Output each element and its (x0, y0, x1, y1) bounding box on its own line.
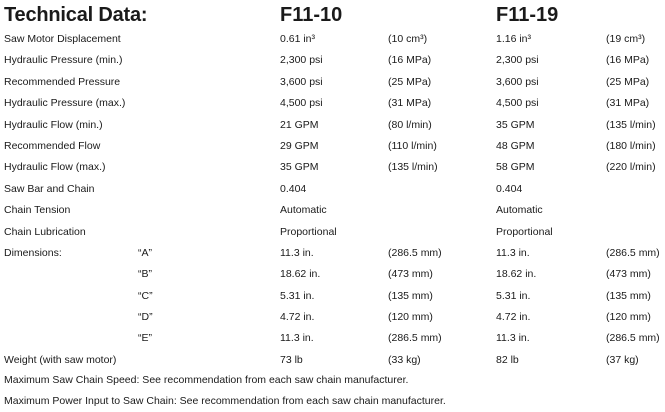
f11-19-value: 2,300 psi (496, 54, 539, 67)
f11-19-value: Automatic (496, 204, 543, 217)
f11-10-value: 3,600 psi (280, 75, 323, 88)
spec-label: Hydraulic Pressure (max.) (4, 97, 126, 110)
dimension-letter: “B” (138, 268, 152, 281)
f11-19-value: 4,500 psi (496, 97, 539, 110)
f11-19-value: 18.62 in. (496, 268, 537, 281)
spec-row (4, 93, 665, 114)
f11-10-value: 73 lb (280, 353, 303, 366)
spec-row (4, 350, 665, 371)
f11-10-value: 5.31 in. (280, 289, 315, 302)
dimension-letter: “D” (138, 311, 153, 324)
f11-10-metric: (286.5 mm) (388, 332, 442, 345)
f11-19-value: 35 GPM (496, 118, 535, 131)
f11-19-value: 11.3 in. (496, 332, 530, 345)
spec-row (4, 157, 665, 178)
model-heading-f11-10: F11-10 (280, 4, 343, 26)
spec-label: Saw Bar and Chain (4, 182, 95, 195)
f11-19-value: 82 lb (496, 353, 519, 366)
f11-10-metric: (31 MPa) (388, 97, 432, 110)
spec-label: Weight (with saw motor) (4, 353, 117, 366)
f11-19-value: 4.72 in. (496, 311, 531, 324)
spec-row (4, 179, 665, 200)
f11-10-value: 4,500 psi (280, 97, 323, 110)
spec-label: Chain Lubrication (4, 225, 86, 238)
f11-19-metric: (180 l/min) (606, 139, 656, 152)
f11-10-value: 0.404 (280, 182, 307, 195)
f11-19-metric: (25 MPa) (606, 75, 650, 88)
spec-row (4, 115, 665, 136)
spec-row (4, 307, 665, 328)
f11-19-metric: (31 MPa) (606, 97, 650, 110)
f11-19-metric: (135 l/min) (606, 118, 656, 131)
f11-10-value: 11.3 in. (280, 246, 314, 259)
f11-10-value: Automatic (280, 204, 327, 217)
model-heading-f11-19: F11-19 (496, 4, 559, 26)
spec-label: Hydraulic Pressure (min.) (4, 54, 123, 67)
f11-19-metric: (19 cm³) (606, 33, 646, 45)
spec-row (4, 243, 665, 264)
f11-19-value: 3,600 psi (496, 75, 539, 88)
spec-row (4, 200, 665, 221)
spec-label: Recommended Pressure (4, 75, 121, 88)
f11-10-value: 0.61 in³ (280, 33, 316, 45)
spec-label: Chain Tension (4, 204, 71, 217)
spec-row (4, 264, 665, 285)
f11-19-value: 1.16 in³ (496, 33, 532, 45)
dimension-letter: “E” (138, 332, 152, 345)
f11-10-value: 4.72 in. (280, 311, 315, 324)
spec-row (4, 286, 665, 307)
dimension-letter: “A” (138, 246, 152, 259)
spec-note: Maximum Saw Chain Speed: See recommendation from each saw chain manufacturer. (4, 374, 409, 386)
f11-10-metric: (286.5 mm) (388, 246, 442, 259)
spec-label: Hydraulic Flow (min.) (4, 118, 103, 131)
spec-row (4, 72, 665, 93)
f11-19-metric: (120 mm) (606, 311, 651, 324)
f11-10-metric: (10 cm³) (388, 33, 428, 45)
dimension-letter: “C” (138, 289, 153, 302)
f11-19-value: 5.31 in. (496, 289, 531, 302)
spec-row (4, 328, 665, 349)
f11-10-metric: (33 kg) (388, 353, 421, 366)
f11-19-value: 0.404 (496, 182, 523, 195)
f11-19-metric: (16 MPa) (606, 54, 650, 67)
f11-10-metric: (16 MPa) (388, 54, 432, 67)
spec-label: Hydraulic Flow (max.) (4, 161, 106, 174)
spec-label: Dimensions: (4, 246, 62, 259)
spec-label: Saw Motor Displacement (4, 33, 121, 45)
spec-row (4, 50, 665, 71)
f11-10-metric: (110 l/min) (388, 139, 437, 152)
spec-notes (4, 370, 665, 412)
f11-10-value: Proportional (280, 225, 337, 238)
f11-10-value: 18.62 in. (280, 268, 321, 281)
f11-19-metric: (135 mm) (606, 289, 651, 302)
f11-10-metric: (80 l/min) (388, 118, 432, 131)
spec-label: Recommended Flow (4, 139, 101, 152)
f11-10-metric: (135 l/min) (388, 161, 438, 174)
f11-19-metric: (473 mm) (606, 268, 651, 281)
f11-19-metric: (286.5 mm) (606, 246, 660, 259)
f11-10-metric: (135 mm) (388, 289, 433, 302)
f11-10-value: 11.3 in. (280, 332, 314, 345)
spec-row (4, 222, 665, 243)
spec-row (4, 136, 665, 157)
f11-19-metric: (220 l/min) (606, 161, 656, 174)
f11-10-value: 21 GPM (280, 118, 319, 131)
f11-10-value: 29 GPM (280, 139, 319, 152)
page-title: Technical Data: (4, 4, 148, 26)
spec-row (4, 29, 665, 50)
f11-19-metric: (37 kg) (606, 353, 639, 366)
f11-10-value: 2,300 psi (280, 54, 323, 67)
f11-10-value: 35 GPM (280, 161, 319, 174)
f11-10-metric: (120 mm) (388, 311, 433, 324)
f11-19-value: 48 GPM (496, 139, 535, 152)
spec-note: Maximum Power Input to Saw Chain: See recommendation from each saw chain manufacturer. (4, 395, 446, 407)
f11-19-value: Proportional (496, 225, 553, 238)
f11-19-value: 58 GPM (496, 161, 535, 174)
spec-table (4, 29, 665, 371)
f11-19-metric: (286.5 mm) (606, 332, 660, 345)
f11-10-metric: (473 mm) (388, 268, 433, 281)
spec-header (4, 4, 665, 30)
f11-19-value: 11.3 in. (496, 246, 530, 259)
f11-10-metric: (25 MPa) (388, 75, 432, 88)
